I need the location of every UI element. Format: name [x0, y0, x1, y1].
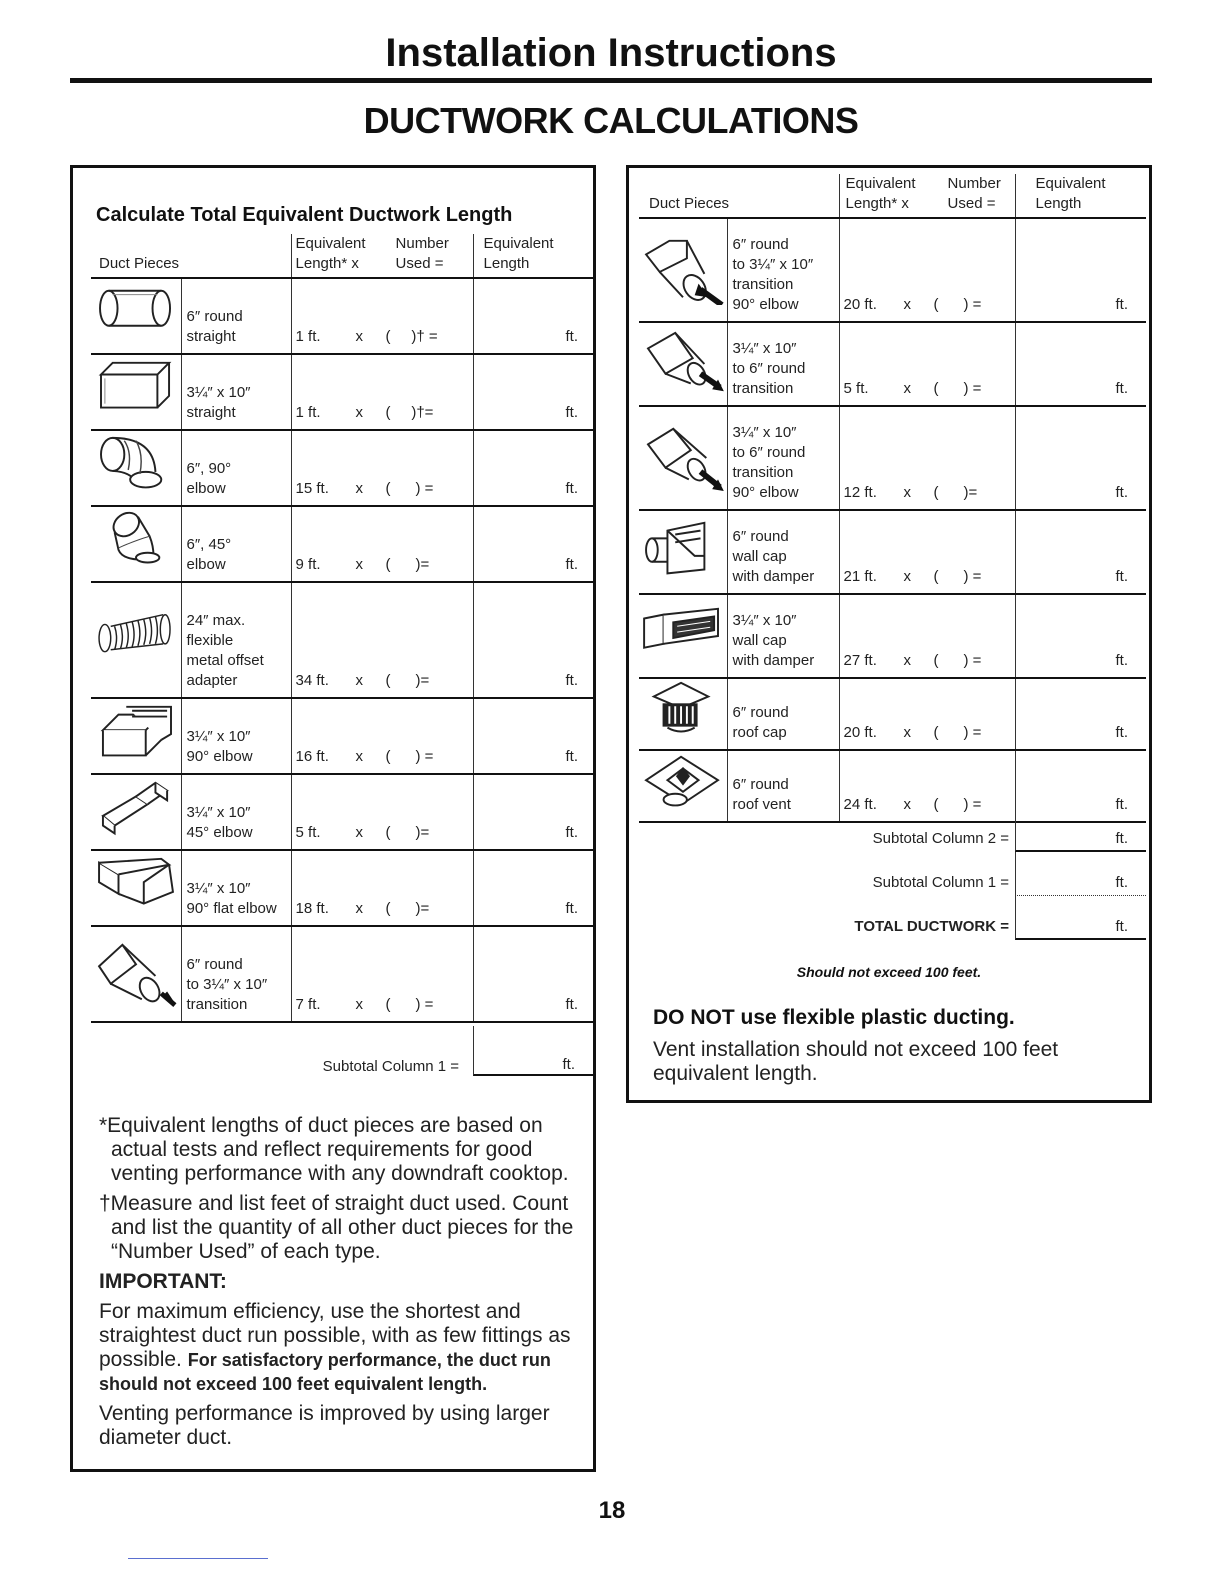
description-line: metal offset — [186, 652, 264, 669]
equivalent-length: 20 ft. — [843, 296, 877, 313]
right-totals — [629, 808, 1149, 948]
unit-label: ft. — [1115, 724, 1129, 741]
round-wall-cap-icon — [640, 517, 726, 587]
equivalent-total-field[interactable] — [473, 850, 596, 926]
number-used-cell[interactable] — [291, 774, 473, 850]
equivalent-length: 24 ft. — [843, 796, 877, 813]
times-sign: x — [903, 296, 912, 313]
header-equiv-number — [839, 174, 1015, 218]
description-line: 3¼″ x 10″ — [732, 340, 797, 357]
header-duct-pieces: Duct Pieces — [639, 174, 839, 218]
description-line: to 6″ round — [732, 444, 806, 461]
duct-icon-cell — [639, 218, 727, 322]
duct-description — [181, 354, 291, 430]
description-line: 3¼″ x 10″ — [186, 804, 251, 821]
equivalent-length: 9 ft. — [295, 556, 321, 573]
header-equiv-length-2: Length* x — [295, 255, 359, 272]
duct-row — [91, 354, 596, 430]
times-sign: x — [903, 724, 912, 741]
number-used-cell[interactable] — [839, 510, 1015, 594]
duct-icon-cell — [639, 678, 727, 750]
duct-icon-cell — [91, 774, 181, 850]
unit-label: ft. — [565, 748, 579, 765]
description-line: with damper — [732, 568, 815, 585]
description-line: flexible — [186, 632, 234, 649]
number-used-blank[interactable]: ( ) = — [933, 796, 982, 813]
rect-45-elbow-icon — [93, 777, 179, 847]
duct-description — [181, 774, 291, 850]
unit-label: ft. — [1115, 568, 1129, 585]
duct-icon-cell — [91, 582, 181, 698]
left-subtotal-row — [73, 1026, 593, 1076]
duct-icon-cell — [91, 354, 181, 430]
duct-description — [727, 218, 839, 322]
right-duct-table — [639, 174, 1146, 823]
header-equiv-length-1: Equivalent — [845, 175, 916, 192]
equivalent-length: 5 ft. — [843, 380, 869, 397]
equivalent-length: 34 ft. — [295, 672, 329, 689]
section-title: DUCTWORK CALCULATIONS — [363, 100, 859, 141]
number-used-blank[interactable]: ( ) = — [385, 748, 434, 765]
description-line: transition — [186, 996, 248, 1013]
description-line: 6″ round — [186, 956, 243, 973]
duct-icon-cell — [639, 510, 727, 594]
duct-icon-cell — [91, 430, 181, 506]
times-sign: x — [903, 568, 912, 585]
number-used-blank[interactable]: ( )= — [385, 672, 430, 689]
description-line: to 3¼″ x 10″ — [732, 256, 814, 273]
number-used-cell[interactable] — [291, 698, 473, 774]
description-line: 6″ round — [732, 776, 789, 793]
warning-text: Vent installation should not exceed 100 feet equivalent length. — [653, 1038, 1059, 1085]
times-sign: x — [355, 748, 364, 765]
number-used-blank[interactable]: ( )= — [385, 900, 430, 917]
equivalent-length: 5 ft. — [295, 824, 321, 841]
header-equiv-total — [473, 234, 596, 278]
equivalent-total-field[interactable] — [473, 698, 596, 774]
times-sign: x — [355, 900, 364, 917]
header-number-1: Number — [395, 235, 449, 252]
equivalent-total-field[interactable] — [1015, 218, 1146, 322]
number-used-cell[interactable] — [291, 506, 473, 582]
equivalent-total-field[interactable] — [1015, 594, 1146, 678]
number-used-cell[interactable] — [291, 278, 473, 354]
header-equiv-total-1: Equivalent — [483, 235, 554, 252]
duct-row — [639, 594, 1146, 678]
venting-note: Venting performance is improved by using larger diameter duct. — [99, 1402, 550, 1449]
description-line: 90° flat elbow — [186, 900, 277, 917]
duct-row — [639, 510, 1146, 594]
subtotal2-unit: ft. — [1115, 830, 1128, 847]
table-header — [639, 174, 1146, 218]
duct-row — [639, 322, 1146, 406]
round-45-elbow-icon — [93, 509, 179, 579]
round-straight-duct-icon — [93, 281, 179, 351]
equivalent-total-field[interactable] — [473, 354, 596, 430]
description-line: 3¼″ x 10″ — [186, 880, 251, 897]
description-line: 6″ round — [732, 236, 789, 253]
header-equiv-length-2: Length* x — [845, 195, 909, 212]
number-used-cell[interactable] — [839, 594, 1015, 678]
description-line: 90° elbow — [732, 296, 799, 313]
left-duct-table — [91, 234, 596, 1023]
round-to-rect-elbow-icon — [640, 235, 726, 305]
duct-row — [91, 506, 596, 582]
description-line: 6″, 45° — [186, 536, 232, 553]
equivalent-length: 1 ft. — [295, 328, 321, 345]
description-line: 90° elbow — [186, 748, 253, 765]
header-number-2: Used = — [947, 195, 996, 212]
description-line: adapter — [186, 672, 238, 689]
number-used-cell[interactable] — [291, 926, 473, 1022]
description-line: 6″ round — [732, 704, 789, 721]
page-header — [70, 28, 1152, 78]
duct-icon-cell — [639, 322, 727, 406]
description-line: 3¼″ x 10″ — [186, 728, 251, 745]
description-line: transition — [732, 276, 794, 293]
equivalent-total-field[interactable] — [1015, 678, 1146, 750]
total-field[interactable] — [1015, 896, 1146, 940]
number-used-blank[interactable]: ( )† = — [385, 328, 438, 345]
duct-icon-cell — [91, 278, 181, 354]
header-equiv-total — [1015, 174, 1146, 218]
number-used-cell[interactable] — [291, 430, 473, 506]
duct-description — [181, 278, 291, 354]
description-line: to 6″ round — [732, 360, 806, 377]
flexible-adapter-icon — [93, 605, 179, 675]
total-label: TOTAL DUCTWORK = — [854, 918, 1009, 935]
equivalent-total-field[interactable] — [473, 278, 596, 354]
number-used-cell[interactable] — [291, 850, 473, 926]
duct-description — [727, 594, 839, 678]
number-used-cell[interactable] — [839, 218, 1015, 322]
duct-row — [91, 850, 596, 926]
unit-label: ft. — [565, 404, 579, 421]
header-equiv-number — [291, 234, 473, 278]
description-line: straight — [186, 328, 236, 345]
rect-flat-elbow-icon — [93, 853, 179, 923]
unit-label: ft. — [565, 556, 579, 573]
number-used-blank[interactable]: ( ) = — [933, 724, 982, 741]
description-line: 6″, 90° — [186, 460, 232, 477]
description-line: wall cap — [732, 632, 787, 649]
times-sign: x — [355, 996, 364, 1013]
times-sign: x — [355, 824, 364, 841]
duct-description — [181, 582, 291, 698]
page-title: Installation Instructions — [385, 31, 837, 75]
duct-description — [181, 926, 291, 1022]
duct-row — [639, 218, 1146, 322]
times-sign: x — [355, 404, 364, 421]
header-equiv-total-2: Length — [483, 255, 530, 272]
max-note: Should not exceed 100 feet. — [796, 964, 982, 980]
duct-row — [91, 430, 596, 506]
number-used-blank[interactable]: ( ) = — [933, 652, 982, 669]
duct-row — [639, 678, 1146, 750]
duct-description — [181, 850, 291, 926]
description-line: 6″ round — [732, 528, 789, 545]
description-line: with damper — [732, 652, 815, 669]
duct-icon-cell — [91, 850, 181, 926]
duct-row — [91, 698, 596, 774]
number-used-cell[interactable] — [839, 322, 1015, 406]
rect-90-elbow-icon — [93, 701, 179, 771]
important-paragraph — [99, 1300, 589, 1396]
unit-label: ft. — [1115, 796, 1129, 813]
description-line: 3¼″ x 10″ — [732, 424, 797, 441]
number-used-blank[interactable]: ( ) = — [385, 480, 434, 497]
rect-straight-duct-icon — [93, 357, 179, 427]
times-sign: x — [903, 484, 912, 501]
duct-row — [639, 406, 1146, 510]
unit-label: ft. — [565, 824, 579, 841]
equivalent-length: 12 ft. — [843, 484, 877, 501]
description-line: to 3¼″ x 10″ — [186, 976, 268, 993]
rect-to-round-transition-icon — [640, 329, 726, 399]
number-used-cell[interactable] — [291, 582, 473, 698]
calc-title: Calculate Total Equivalent Ductwork Length — [96, 204, 513, 226]
description-line: elbow — [186, 556, 226, 573]
important-label: IMPORTANT: — [99, 1270, 227, 1293]
description-line: 90° elbow — [732, 484, 799, 501]
description-line: roof cap — [732, 724, 787, 741]
unit-label: ft. — [565, 900, 579, 917]
total-unit: ft. — [1115, 918, 1128, 935]
subtotal1-unit: ft. — [1115, 874, 1128, 891]
unit-label: ft. — [565, 672, 579, 689]
unit-label: ft. — [1115, 380, 1129, 397]
rect-to-round-elbow-icon — [640, 423, 726, 493]
subtotal-field[interactable] — [473, 1026, 593, 1076]
header-equiv-total-1: Equivalent — [1035, 175, 1106, 192]
subtotal-label: Subtotal Column 1 = — [322, 1058, 459, 1075]
times-sign: x — [903, 380, 912, 397]
subtotal1-field[interactable] — [1015, 852, 1146, 896]
subtotal2-field[interactable] — [1015, 808, 1146, 852]
left-calculation-panel — [70, 165, 596, 1472]
times-sign: x — [355, 672, 364, 689]
description-line: straight — [186, 404, 236, 421]
description-line: 6″ round — [186, 308, 243, 325]
notes — [99, 1114, 589, 1456]
note-asterisk: *Equivalent lengths of duct pieces are based on actual tests and reflect requirements for good venting performance with any downdraft cooktop. — [99, 1114, 569, 1185]
duct-icon-cell — [639, 406, 727, 510]
times-sign: x — [903, 652, 912, 669]
number-used-blank[interactable]: ( )†= — [385, 404, 434, 421]
subtotal2-label: Subtotal Column 2 = — [872, 830, 1009, 847]
duct-description — [727, 678, 839, 750]
number-used-blank[interactable]: ( ) = — [385, 996, 434, 1013]
times-sign: x — [355, 556, 364, 573]
description-line: roof vent — [732, 796, 791, 813]
warning-heading: DO NOT use flexible plastic ducting. — [653, 1006, 1015, 1029]
header-duct-pieces: Duct Pieces — [91, 234, 291, 278]
duct-icon-cell — [91, 926, 181, 1022]
duct-row — [91, 926, 596, 1022]
duct-description — [181, 506, 291, 582]
subtotal1-label: Subtotal Column 1 = — [872, 874, 1009, 891]
page-number: 18 — [598, 1497, 626, 1524]
header-number-1: Number — [947, 175, 1001, 192]
unit-label: ft. — [1115, 484, 1129, 501]
note-dagger: †Measure and list feet of straight duct used. Count and list the quantity of all other duct pieces for the “Number Used” of each type. — [99, 1192, 574, 1263]
duct-row — [91, 582, 596, 698]
equivalent-total-field[interactable] — [473, 506, 596, 582]
times-sign: x — [355, 328, 364, 345]
equivalent-total-field[interactable] — [1015, 510, 1146, 594]
description-line: transition — [732, 464, 794, 481]
number-used-blank[interactable]: ( ) = — [933, 296, 982, 313]
description-line: 24″ max. — [186, 612, 246, 629]
equivalent-length: 16 ft. — [295, 748, 329, 765]
equivalent-total-field[interactable] — [473, 430, 596, 506]
equivalent-length: 1 ft. — [295, 404, 321, 421]
number-used-cell[interactable] — [291, 354, 473, 430]
number-used-blank[interactable]: ( )= — [385, 824, 430, 841]
unit-label: ft. — [1115, 296, 1129, 313]
important-bold-text: For satisfactory performance, the duct run should not exceed 100 feet equivalent length. — [99, 1350, 551, 1394]
number-used-blank[interactable]: ( )= — [933, 484, 978, 501]
description-line: wall cap — [732, 548, 787, 565]
equivalent-length: 18 ft. — [295, 900, 329, 917]
unit-label: ft. — [565, 328, 579, 345]
duct-row — [91, 774, 596, 850]
number-used-cell[interactable] — [839, 406, 1015, 510]
duct-description — [727, 322, 839, 406]
duct-description — [727, 510, 839, 594]
number-used-cell[interactable] — [839, 678, 1015, 750]
duct-row — [91, 278, 596, 354]
unit-label: ft. — [1115, 652, 1129, 669]
round-to-rect-transition-icon — [93, 939, 179, 1009]
equivalent-length: 15 ft. — [295, 480, 329, 497]
number-used-blank[interactable]: ( ) = — [933, 568, 982, 585]
description-line: 3¼″ x 10″ — [732, 612, 797, 629]
duct-icon-cell — [91, 506, 181, 582]
description-line: 3¼″ x 10″ — [186, 384, 251, 401]
equivalent-total-field[interactable] — [473, 926, 596, 1022]
duct-description — [727, 406, 839, 510]
equivalent-total-field[interactable] — [473, 774, 596, 850]
number-used-blank[interactable]: ( )= — [385, 556, 430, 573]
times-sign: x — [903, 796, 912, 813]
equivalent-total-field[interactable] — [1015, 322, 1146, 406]
important-text: For maximum efficiency, use the shortest and straightest duct run possible, with as few fittings as possible. — [99, 1300, 571, 1371]
duct-icon-cell — [91, 698, 181, 774]
table-header — [91, 234, 596, 278]
description-line: 45° elbow — [186, 824, 253, 841]
times-sign: x — [355, 480, 364, 497]
unit-label: ft. — [565, 480, 579, 497]
equivalent-total-field[interactable] — [473, 582, 596, 698]
equivalent-length: 21 ft. — [843, 568, 877, 585]
number-used-blank[interactable]: ( ) = — [933, 380, 982, 397]
subtotal-unit: ft. — [562, 1056, 575, 1073]
header-equiv-length-1: Equivalent — [295, 235, 366, 252]
round-90-elbow-icon — [93, 433, 179, 503]
description-line: elbow — [186, 480, 226, 497]
roof-cap-icon — [640, 679, 726, 749]
unit-label: ft. — [565, 996, 579, 1013]
rect-wall-cap-icon — [640, 601, 726, 671]
description-line: transition — [732, 380, 794, 397]
equivalent-length: 7 ft. — [295, 996, 321, 1013]
header-number-2: Used = — [395, 255, 444, 272]
footer-link-line — [128, 1558, 268, 1559]
duct-icon-cell — [639, 594, 727, 678]
equivalent-length: 20 ft. — [843, 724, 877, 741]
header-rule — [70, 78, 1152, 83]
duct-description — [181, 698, 291, 774]
right-calculation-panel — [626, 165, 1152, 1103]
duct-description — [181, 430, 291, 506]
equivalent-length: 27 ft. — [843, 652, 877, 669]
header-equiv-total-2: Length — [1035, 195, 1082, 212]
equivalent-total-field[interactable] — [1015, 406, 1146, 510]
